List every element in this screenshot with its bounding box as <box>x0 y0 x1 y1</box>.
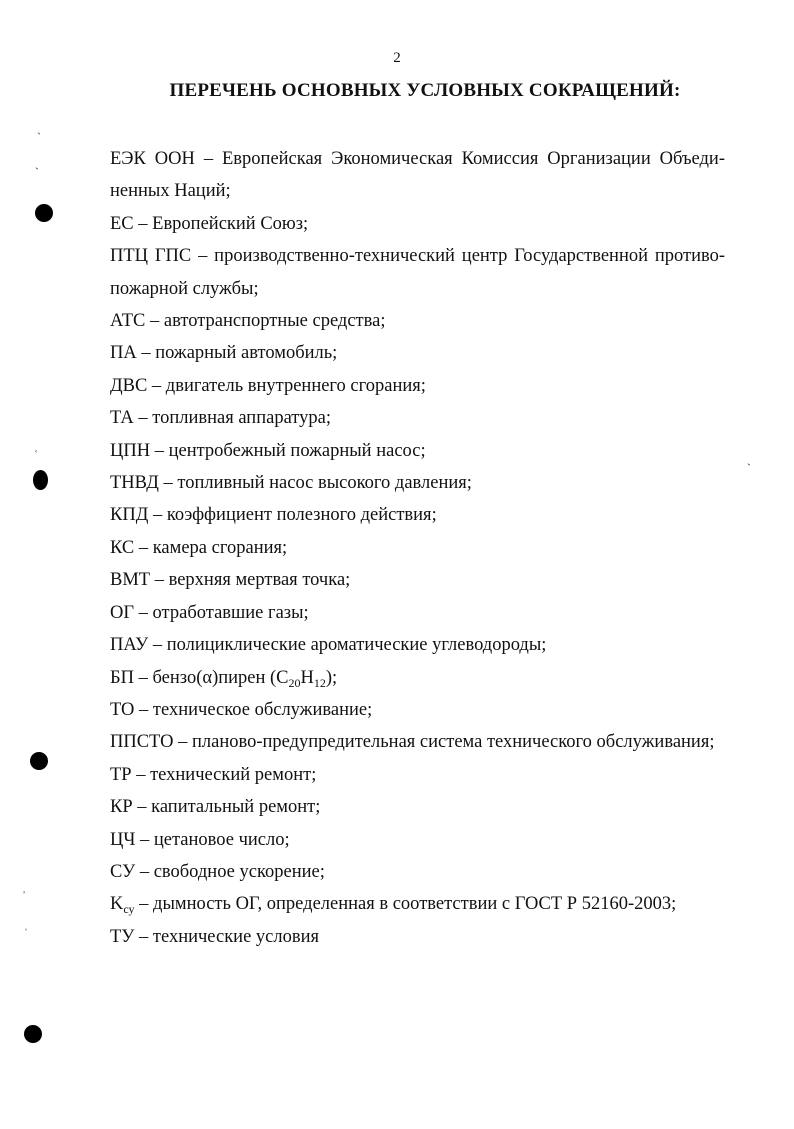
list-item: КС – камера сгорания; <box>110 537 288 558</box>
scan-speck: ˋ <box>747 461 751 475</box>
scan-speck: ˓ <box>34 442 38 456</box>
scan-speck: ˌ <box>24 917 28 931</box>
list-item: ОГ – отработавшие газы; <box>110 602 309 623</box>
list-item: ЕС – Европейский Союз; <box>110 213 309 234</box>
page-number: 2 <box>393 50 401 66</box>
list-item: ТО – техническое обслуживание; <box>110 699 373 720</box>
punch-hole-1 <box>35 204 53 222</box>
scan-speck: ˎ <box>37 121 41 135</box>
list-item: ЕЭК ООН – Европейская Экономическая Комиссия Организации Объеди-ненных Наций; <box>110 149 725 202</box>
list-item: АТС – автотранспортные средства; <box>110 311 386 332</box>
list-item: КПД – коэффициент полезного действия; <box>110 505 437 526</box>
page-title: ПЕРЕЧЕНЬ ОСНОВНЫХ УСЛОВНЫХ СОКРАЩЕНИЙ: <box>169 80 681 101</box>
list-item-formula: БП – бензо(α)пирен $(C_{20}H_{12})$; <box>110 667 338 690</box>
scan-speck: ˒ <box>22 883 26 897</box>
list-item: ПАУ – полициклические ароматические углеводороды; <box>110 635 547 656</box>
list-item-smoke: $K_{су}$ – дымность ОГ, определенная в соответствии с ГОСТ Р 52160-2003; <box>110 894 677 917</box>
punch-hole-2 <box>33 470 48 490</box>
list-item: ВМТ – верхняя мертвая точка; <box>110 570 351 591</box>
list-item: ПТЦ ГПС – производственно-технический центр Государственной противо-пожарной службы; <box>110 246 725 299</box>
list-item: ТНВД – топливный насос высокого давления; <box>110 473 472 494</box>
scan-speck: ˏ <box>35 156 39 170</box>
list-item: ПА – пожарный автомобиль; <box>110 343 338 364</box>
list-item: ТУ – технические условия <box>110 926 320 947</box>
punch-hole-4 <box>24 1025 42 1043</box>
list-item: ДВС – двигатель внутреннего сгорания; <box>110 375 426 396</box>
list-item: ЦПН – центробежный пожарный насос; <box>110 440 426 461</box>
list-item: ТР – технический ремонт; <box>110 764 317 785</box>
list-item: ППСТО – планово-предупредительная система технического обслуживания; <box>110 732 715 753</box>
list-item: ТА – топливная аппаратура; <box>110 408 331 429</box>
list-item: КР – капитальный ремонт; <box>110 797 321 818</box>
punch-hole-3 <box>30 752 48 770</box>
list-item: СУ – свободное ускорение; <box>110 861 325 882</box>
list-item: ЦЧ – цетановое число; <box>110 829 290 850</box>
abbreviation-list <box>110 143 725 953</box>
